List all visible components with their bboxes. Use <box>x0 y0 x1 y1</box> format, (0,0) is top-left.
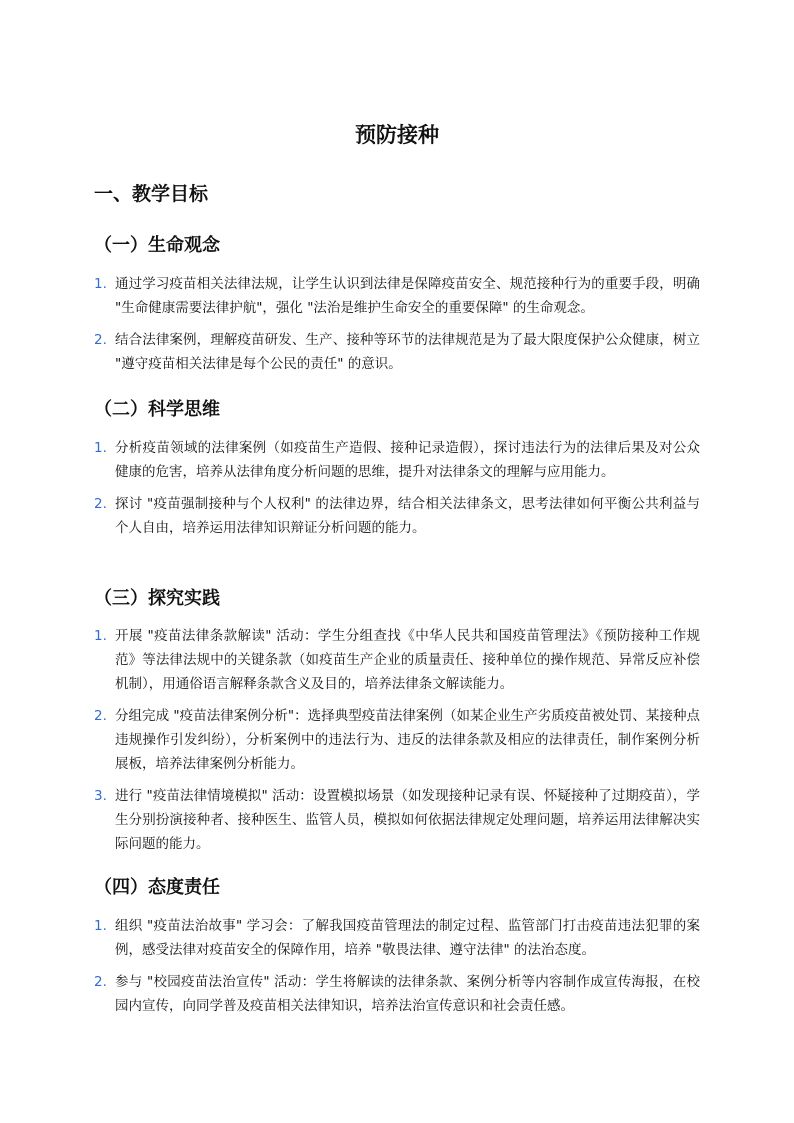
list-item-text: 参与 "校园疫苗法治宣传" 活动：学生将解读的法律条款、案例分析等内容制作成宣传海报，在校园内宣传，向同学普及疫苗相关法律知识，培养法治宣传意识和社会责任感。 <box>115 974 700 1014</box>
subsection-heading-inquiry-practice: （三）探究实践 <box>94 588 220 609</box>
list-item-number: 2. <box>94 496 107 512</box>
list-item <box>94 704 700 776</box>
list-item-text: 分析疫苗领域的法律案例（如疫苗生产造假、接种记录造假），探讨违法行为的法律后果及对公众健康的危害，培养从法律角度分析问题的思维，提升对法律条文的理解与应用能力。 <box>115 440 700 480</box>
list-item-text: 开展 "疫苗法律条款解读" 活动：学生分组查找《中华人民共和国疫苗管理法》《预防接种工作规范》等法律法规中的关键条款（如疫苗生产企业的质量责任、接种单位的操作规范、异常反应补偿机制），用通俗语言解释条款含义及目的，培养法律条文解读能力。 <box>115 628 700 692</box>
subsection-heading-life-concept: （一）生命观念 <box>94 235 220 256</box>
list-item-number: 2. <box>94 332 107 348</box>
list-item <box>94 436 700 484</box>
list-item <box>94 272 700 320</box>
subsection-heading-scientific-thinking: （二）科学思维 <box>94 399 220 420</box>
list-item-text: 进行 "疫苗法律情境模拟" 活动：设置模拟场景（如发现接种记录有误、怀疑接种了过期疫苗），学生分别扮演接种者、接种医生、监管人员，模拟如何依据法律规定处理问题，培养运用法律解决实际问题的能力。 <box>115 788 700 852</box>
list-item <box>94 914 700 962</box>
list-item-text: 通过学习疫苗相关法律法规，让学生认识到法律是保障疫苗安全、规范接种行为的重要手段，明确 "生命健康需要法律护航"，强化 "法治是维护生命安全的重要保障" 的生命观念。 <box>115 276 700 316</box>
list-item-number: 1. <box>94 440 107 456</box>
list-item-text: 组织 "疫苗法治故事" 学习会：了解我国疫苗管理法的制定过程、监管部门打击疫苗违法犯罪的案例，感受法律对疫苗安全的保障作用，培养 "敬畏法律、遵守法律" 的法治态度。 <box>115 918 700 958</box>
section-heading-teaching-goals: 一、教学目标 <box>94 183 209 205</box>
list-inquiry-practice <box>94 624 700 864</box>
list-item <box>94 624 700 696</box>
list-item-number: 3. <box>94 788 107 804</box>
list-item-number: 1. <box>94 918 107 934</box>
list-item <box>94 328 700 376</box>
document-title: 预防接种 <box>355 123 439 147</box>
list-item-number: 2. <box>94 708 107 724</box>
list-item-number: 2. <box>94 974 107 990</box>
list-item-number: 1. <box>94 276 107 292</box>
list-item <box>94 784 700 856</box>
list-scientific-thinking <box>94 436 700 548</box>
list-attitude-responsibility <box>94 914 700 1026</box>
list-item <box>94 492 700 540</box>
list-item-text: 探讨 "疫苗强制接种与个人权利" 的法律边界，结合相关法律条文，思考法律如何平衡公共利益与个人自由，培养运用法律知识辩证分析问题的能力。 <box>115 496 700 536</box>
list-life-concept <box>94 272 700 384</box>
list-item-text: 分组完成 "疫苗法律案例分析"：选择典型疫苗法律案例（如某企业生产劣质疫苗被处罚、某接种点违规操作引发纠纷），分析案例中的违法行为、违反的法律条款及相应的法律责任，制作案例分析展板，培养法律案例分析能力。 <box>115 708 700 772</box>
subsection-heading-attitude-responsibility: （四）态度责任 <box>94 877 220 898</box>
list-item <box>94 970 700 1018</box>
list-item-number: 1. <box>94 628 107 644</box>
list-item-text: 结合法律案例，理解疫苗研发、生产、接种等环节的法律规范是为了最大限度保护公众健康，树立 "遵守疫苗相关法律是每个公民的责任" 的意识。 <box>115 332 700 372</box>
